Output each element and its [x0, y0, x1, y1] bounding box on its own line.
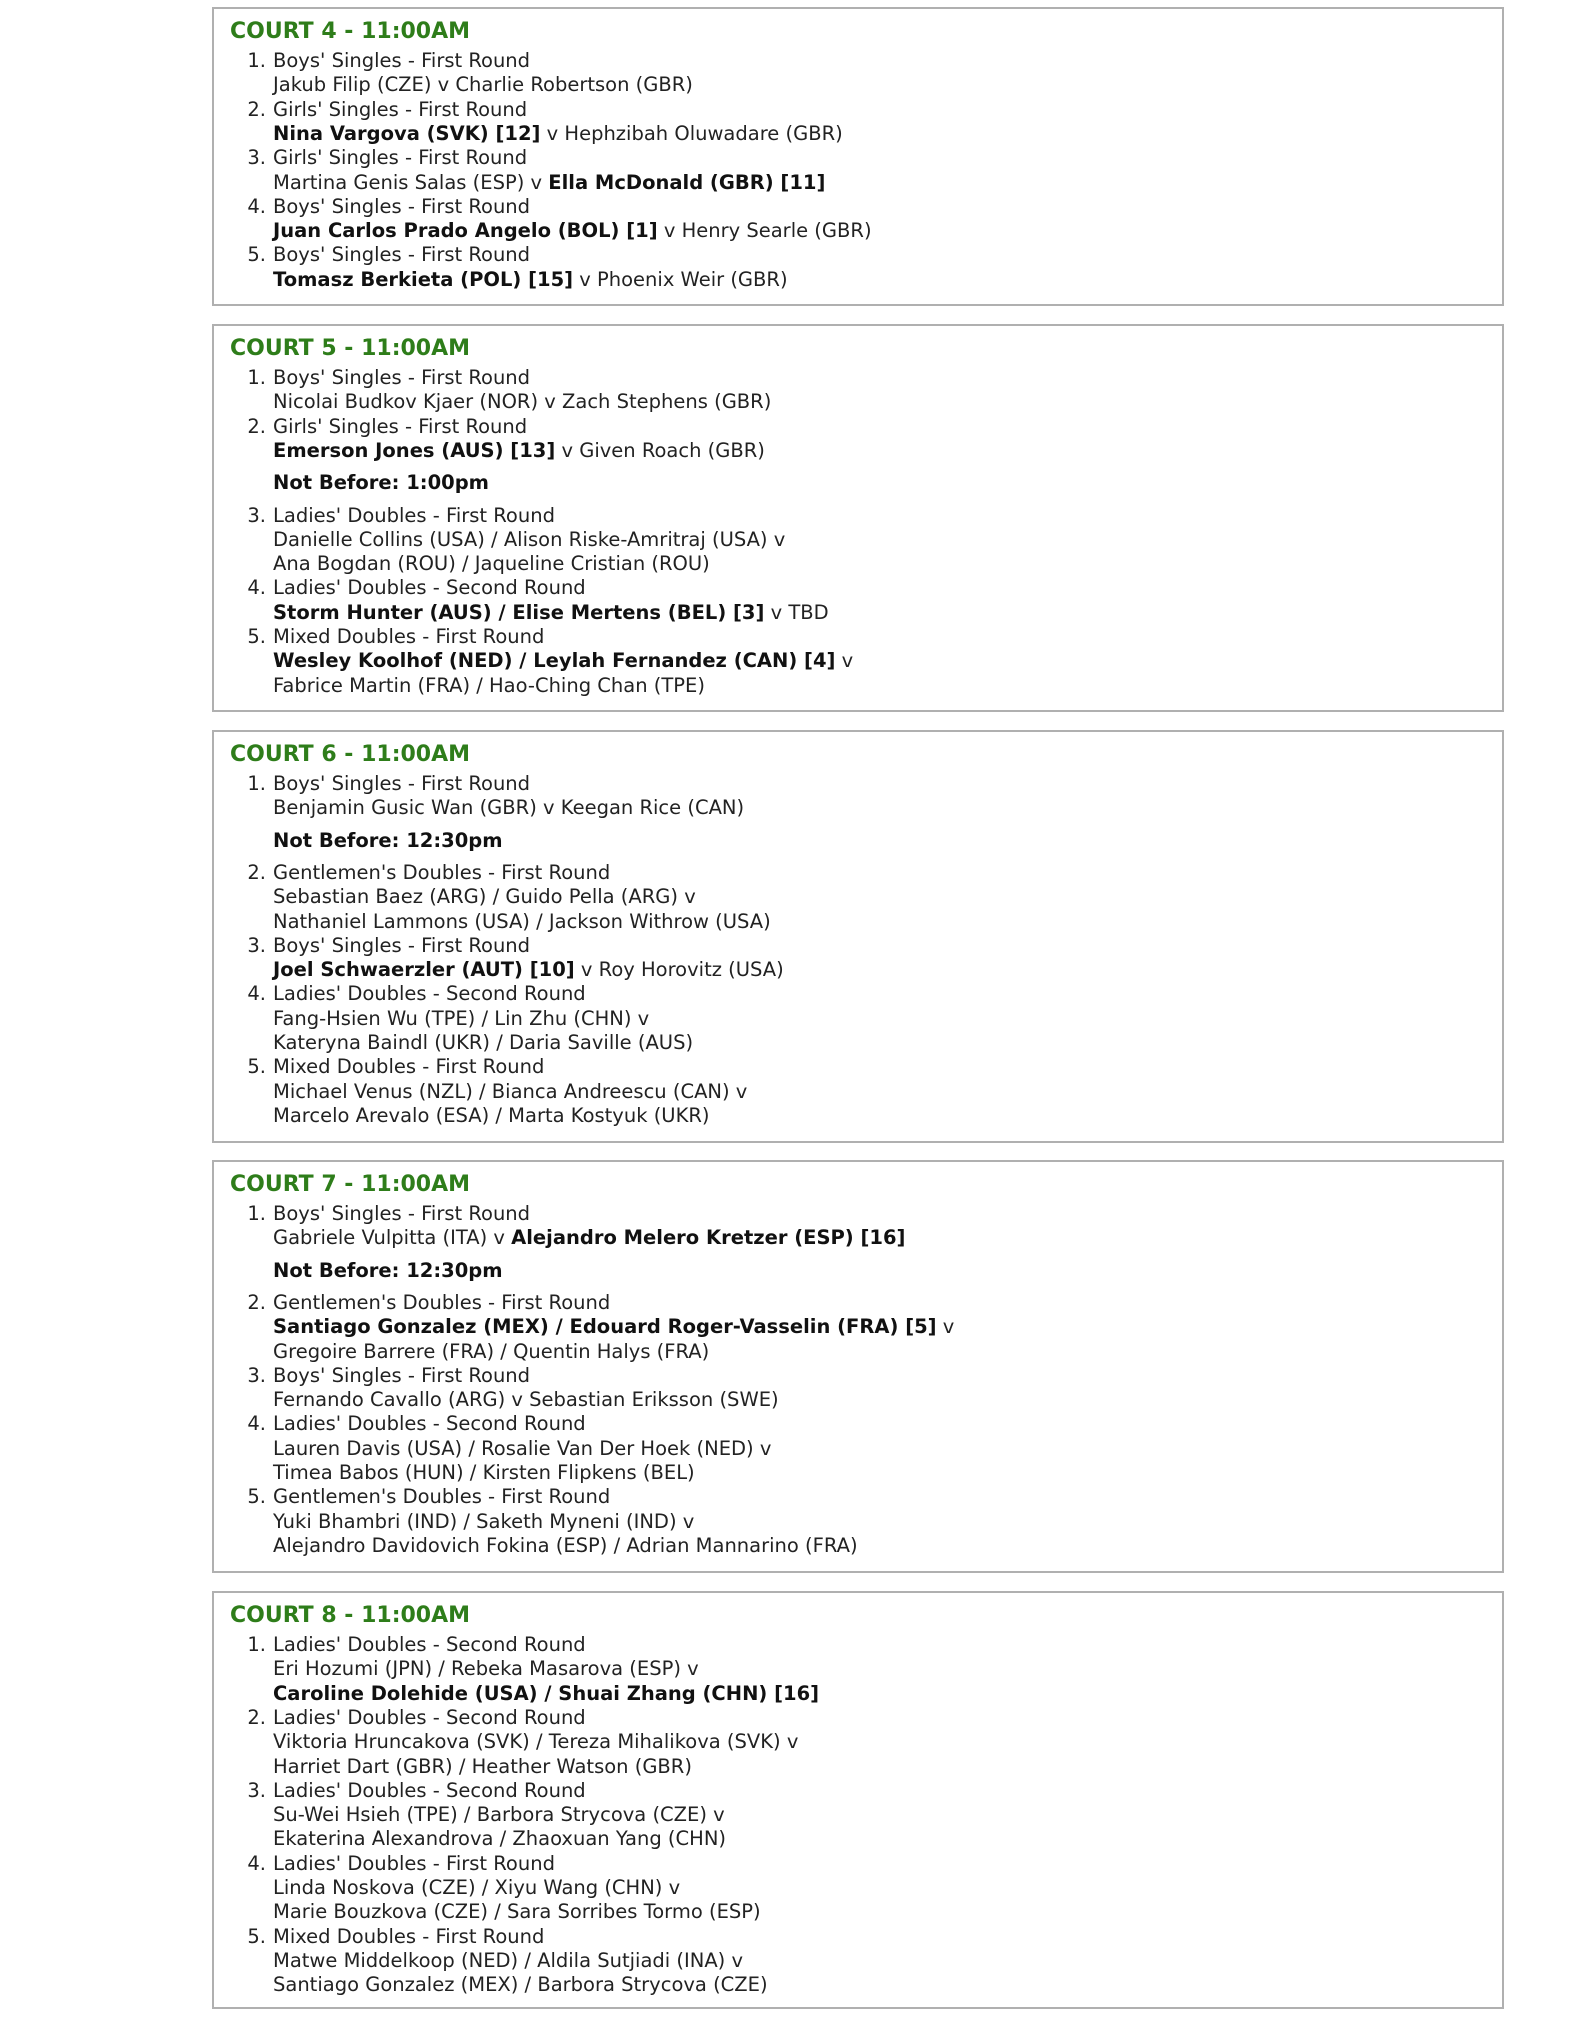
player-text: Matwe Middelkoop (NED) / Aldila Sutjiadi (INA) v: [273, 1948, 744, 1972]
match-event: Ladies' Doubles - Second Round: [273, 1412, 586, 1436]
seeded-player-text: Emerson Jones (AUS) [13]: [273, 438, 556, 462]
match-number: 3.: [247, 933, 266, 957]
match-players: [273, 1900, 761, 1924]
match-players: [273, 1755, 692, 1779]
match-players: [273, 1437, 771, 1461]
match-event: Ladies' Doubles - Second Round: [273, 576, 586, 600]
court-title: COURT 8 - 11:00AM: [230, 1603, 471, 1628]
player-text: Sebastian Baez (ARG) / Guido Pella (ARG) v: [273, 885, 696, 909]
player-text: v Henry Searle (GBR): [657, 219, 872, 243]
match-players: [273, 219, 872, 243]
match-event: Ladies' Doubles - First Round: [273, 1851, 555, 1875]
player-text: Gabriele Vulpitta (ITA) v: [273, 1226, 512, 1250]
player-text: v: [936, 1315, 955, 1339]
player-text: Michael Venus (NZL) / Bianca Andreescu (CAN) v: [273, 1079, 748, 1103]
match-players: [273, 674, 705, 698]
match-players: [273, 1461, 695, 1485]
court-section: [212, 730, 1504, 1143]
match-players: [273, 1803, 725, 1827]
match-players: [273, 1730, 798, 1754]
match-players: [273, 649, 853, 673]
court-section: [212, 324, 1504, 712]
player-text: Fang-Hsien Wu (TPE) / Lin Zhu (CHN) v: [273, 1006, 650, 1030]
court-section: [212, 1591, 1504, 2009]
match-event: Boys' Singles - First Round: [273, 1202, 531, 1225]
player-text: Yuki Bhambri (IND) / Saketh Myneni (IND) v: [273, 1509, 695, 1533]
match-number: 2.: [247, 1290, 266, 1314]
match-players: [273, 268, 788, 292]
match-event: Ladies' Doubles - First Round: [273, 503, 555, 527]
court-title: COURT 7 - 11:00AM: [230, 1172, 471, 1197]
match-event: Girls' Singles - First Round: [273, 97, 528, 121]
match-players: [273, 73, 693, 97]
match-players: [273, 528, 785, 552]
match-players: [273, 1388, 779, 1412]
player-text: Nathaniel Lammons (USA) / Jackson Withrow (USA): [273, 909, 771, 933]
player-text: Kateryna Baindl (UKR) / Daria Saville (AUS): [273, 1031, 694, 1054]
player-text: v Given Roach (GBR): [555, 438, 765, 462]
player-text: Timea Babos (HUN) / Kirsten Flipkens (BEL): [273, 1461, 695, 1484]
match-event: Boys' Singles - First Round: [273, 772, 531, 795]
match-players: [273, 552, 710, 576]
match-players: [273, 1104, 710, 1128]
match-number: 5.: [247, 1055, 266, 1079]
match-event: Boys' Singles - First Round: [273, 194, 531, 218]
player-text: Lauren Davis (USA) / Rosalie Van Der Hoek (NED) v: [273, 1436, 772, 1460]
not-before-time: Not Before: 12:30pm: [273, 828, 503, 852]
match-players: [273, 1973, 768, 1997]
match-players: [273, 1534, 858, 1558]
match-number: 3.: [247, 146, 266, 170]
seeded-player-text: Wesley Koolhof (NED) / Leylah Fernandez (CAN) [4]: [273, 649, 836, 673]
match-players: [273, 885, 696, 909]
player-text: v Hephzibah Oluwadare (GBR): [540, 121, 843, 145]
player-text: Alejandro Davidovich Fokina (ESP) / Adrian Mannarino (FRA): [273, 1533, 858, 1557]
court-section: [212, 7, 1504, 306]
player-text: Fabrice Martin (FRA) / Hao-Ching Chan (TPE): [273, 673, 705, 697]
player-text: v: [835, 649, 854, 673]
match-event: Ladies' Doubles - Second Round: [273, 982, 586, 1006]
match-number: 5.: [247, 243, 266, 267]
match-number: 4.: [247, 1412, 266, 1436]
player-text: v Phoenix Weir (GBR): [573, 267, 788, 291]
match-players: [273, 1949, 743, 1973]
player-text: Viktoria Hruncakova (SVK) / Tereza Mihalikova (SVK) v: [273, 1730, 799, 1754]
player-text: v TBD: [764, 600, 829, 624]
match-event: Boys' Singles - First Round: [273, 49, 531, 72]
player-text: Eri Hozumi (JPN) / Rebeka Masarova (ESP) v: [273, 1657, 699, 1681]
court-title: COURT 6 - 11:00AM: [230, 742, 471, 767]
player-text: Nicolai Budkov Kjaer (NOR) v Zach Stephens (GBR): [273, 390, 772, 414]
match-event: Ladies' Doubles - Second Round: [273, 1705, 586, 1729]
match-players: [273, 1827, 726, 1851]
match-number: 4.: [247, 194, 266, 218]
match-players: [273, 1080, 747, 1104]
match-number: 5.: [247, 1485, 266, 1509]
match-event: Gentlemen's Doubles - First Round: [273, 1290, 611, 1314]
player-text: Linda Noskova (CZE) / Xiyu Wang (CHN) v: [273, 1876, 681, 1899]
player-text: Fernando Cavallo (ARG) v Sebastian Eriksson (SWE): [273, 1388, 779, 1412]
match-number: 1.: [247, 1633, 266, 1656]
seeded-player-text: Joel Schwaerzler (AUT) [10]: [273, 958, 575, 982]
match-number: 2.: [247, 414, 266, 438]
match-players: [273, 171, 825, 195]
seeded-player-text: Storm Hunter (AUS) / Elise Mertens (BEL) [3]: [273, 600, 765, 624]
match-players: [273, 1340, 709, 1364]
court-title: COURT 4 - 11:00AM: [230, 19, 471, 44]
match-players: [273, 1031, 693, 1055]
match-event: Gentlemen's Doubles - First Round: [273, 860, 611, 884]
match-event: Gentlemen's Doubles - First Round: [273, 1485, 611, 1509]
match-event: Mixed Doubles - First Round: [273, 1924, 545, 1948]
court-title: COURT 5 - 11:00AM: [230, 336, 471, 361]
seeded-player-text: Nina Vargova (SVK) [12]: [273, 121, 541, 145]
match-event: Girls' Singles - First Round: [273, 146, 528, 170]
seeded-player-text: Santiago Gonzalez (MEX) / Edouard Roger-Vasselin (FRA) [5]: [273, 1315, 937, 1339]
match-number: 5.: [247, 625, 266, 648]
match-players: [273, 1876, 680, 1900]
match-players: [273, 1682, 819, 1706]
seeded-player-text: Caroline Dolehide (USA) / Shuai Zhang (CHN) [16]: [273, 1681, 820, 1705]
player-text: Marie Bouzkova (CZE) / Sara Sorribes Tormo (ESP): [273, 1900, 761, 1924]
match-players: [273, 601, 829, 625]
match-event: Mixed Doubles - First Round: [273, 1055, 545, 1079]
player-text: Harriet Dart (GBR) / Heather Watson (GBR): [273, 1754, 692, 1778]
match-players: [273, 910, 771, 934]
match-number: 1.: [247, 1202, 266, 1225]
match-number: 4.: [247, 1851, 266, 1875]
player-text: Ekaterina Alexandrova / Zhaoxuan Yang (CHN): [273, 1827, 727, 1851]
match-number: 4.: [247, 576, 266, 600]
match-players: [273, 390, 771, 414]
match-players: [273, 1510, 694, 1534]
match-event: Girls' Singles - First Round: [273, 414, 528, 438]
player-text: Martina Genis Salas (ESP) v: [273, 170, 549, 194]
player-text: Marcelo Arevalo (ESA) / Marta Kostyuk (UKR): [273, 1103, 710, 1127]
court-section: [212, 1160, 1504, 1573]
player-text: Ana Bogdan (ROU) / Jaqueline Cristian (ROU): [273, 552, 710, 576]
match-players: [273, 958, 784, 982]
player-text: v Roy Horovitz (USA): [574, 958, 784, 982]
match-players: [273, 1226, 905, 1250]
match-event: Ladies' Doubles - Second Round: [273, 1633, 586, 1656]
match-event: Boys' Singles - First Round: [273, 933, 531, 957]
player-text: Danielle Collins (USA) / Alison Riske-Amritraj (USA) v: [273, 527, 786, 551]
seeded-player-text: Ella McDonald (GBR) [11]: [548, 170, 826, 194]
player-text: Benjamin Gusic Wan (GBR) v Keegan Rice (CAN): [273, 796, 745, 820]
seeded-player-text: Alejandro Melero Kretzer (ESP) [16]: [511, 1226, 906, 1250]
match-number: 1.: [247, 366, 266, 389]
seeded-player-text: Juan Carlos Prado Angelo (BOL) [1]: [273, 219, 658, 243]
match-number: 2.: [247, 860, 266, 884]
match-players: [273, 1315, 954, 1339]
match-event: Boys' Singles - First Round: [273, 243, 531, 267]
match-number: 2.: [247, 97, 266, 121]
match-event: Mixed Doubles - First Round: [273, 625, 545, 648]
match-players: [273, 1657, 699, 1681]
player-text: Santiago Gonzalez (MEX) / Barbora Strycova (CZE): [273, 1973, 768, 1997]
not-before-time: Not Before: 12:30pm: [273, 1258, 503, 1282]
match-number: 3.: [247, 1778, 266, 1802]
match-event: Boys' Singles - First Round: [273, 366, 531, 389]
not-before-time: Not Before: 1:00pm: [273, 471, 490, 495]
match-number: 2.: [247, 1705, 266, 1729]
match-players: [273, 439, 765, 463]
match-number: 1.: [247, 772, 266, 795]
seeded-player-text: Tomasz Berkieta (POL) [15]: [273, 267, 574, 291]
match-event: Boys' Singles - First Round: [273, 1363, 531, 1387]
match-players: [273, 122, 843, 146]
player-text: Gregoire Barrere (FRA) / Quentin Halys (FRA): [273, 1339, 710, 1363]
match-number: 5.: [247, 1924, 266, 1948]
player-text: Su-Wei Hsieh (TPE) / Barbora Strycova (CZE) v: [273, 1803, 725, 1827]
match-players: [273, 1007, 649, 1031]
match-number: 3.: [247, 503, 266, 527]
match-event: Ladies' Doubles - Second Round: [273, 1778, 586, 1802]
player-text: Jakub Filip (CZE) v Charlie Robertson (GBR): [273, 73, 693, 97]
match-number: 3.: [247, 1363, 266, 1387]
match-number: 1.: [247, 49, 266, 72]
match-players: [273, 796, 744, 820]
match-number: 4.: [247, 982, 266, 1006]
